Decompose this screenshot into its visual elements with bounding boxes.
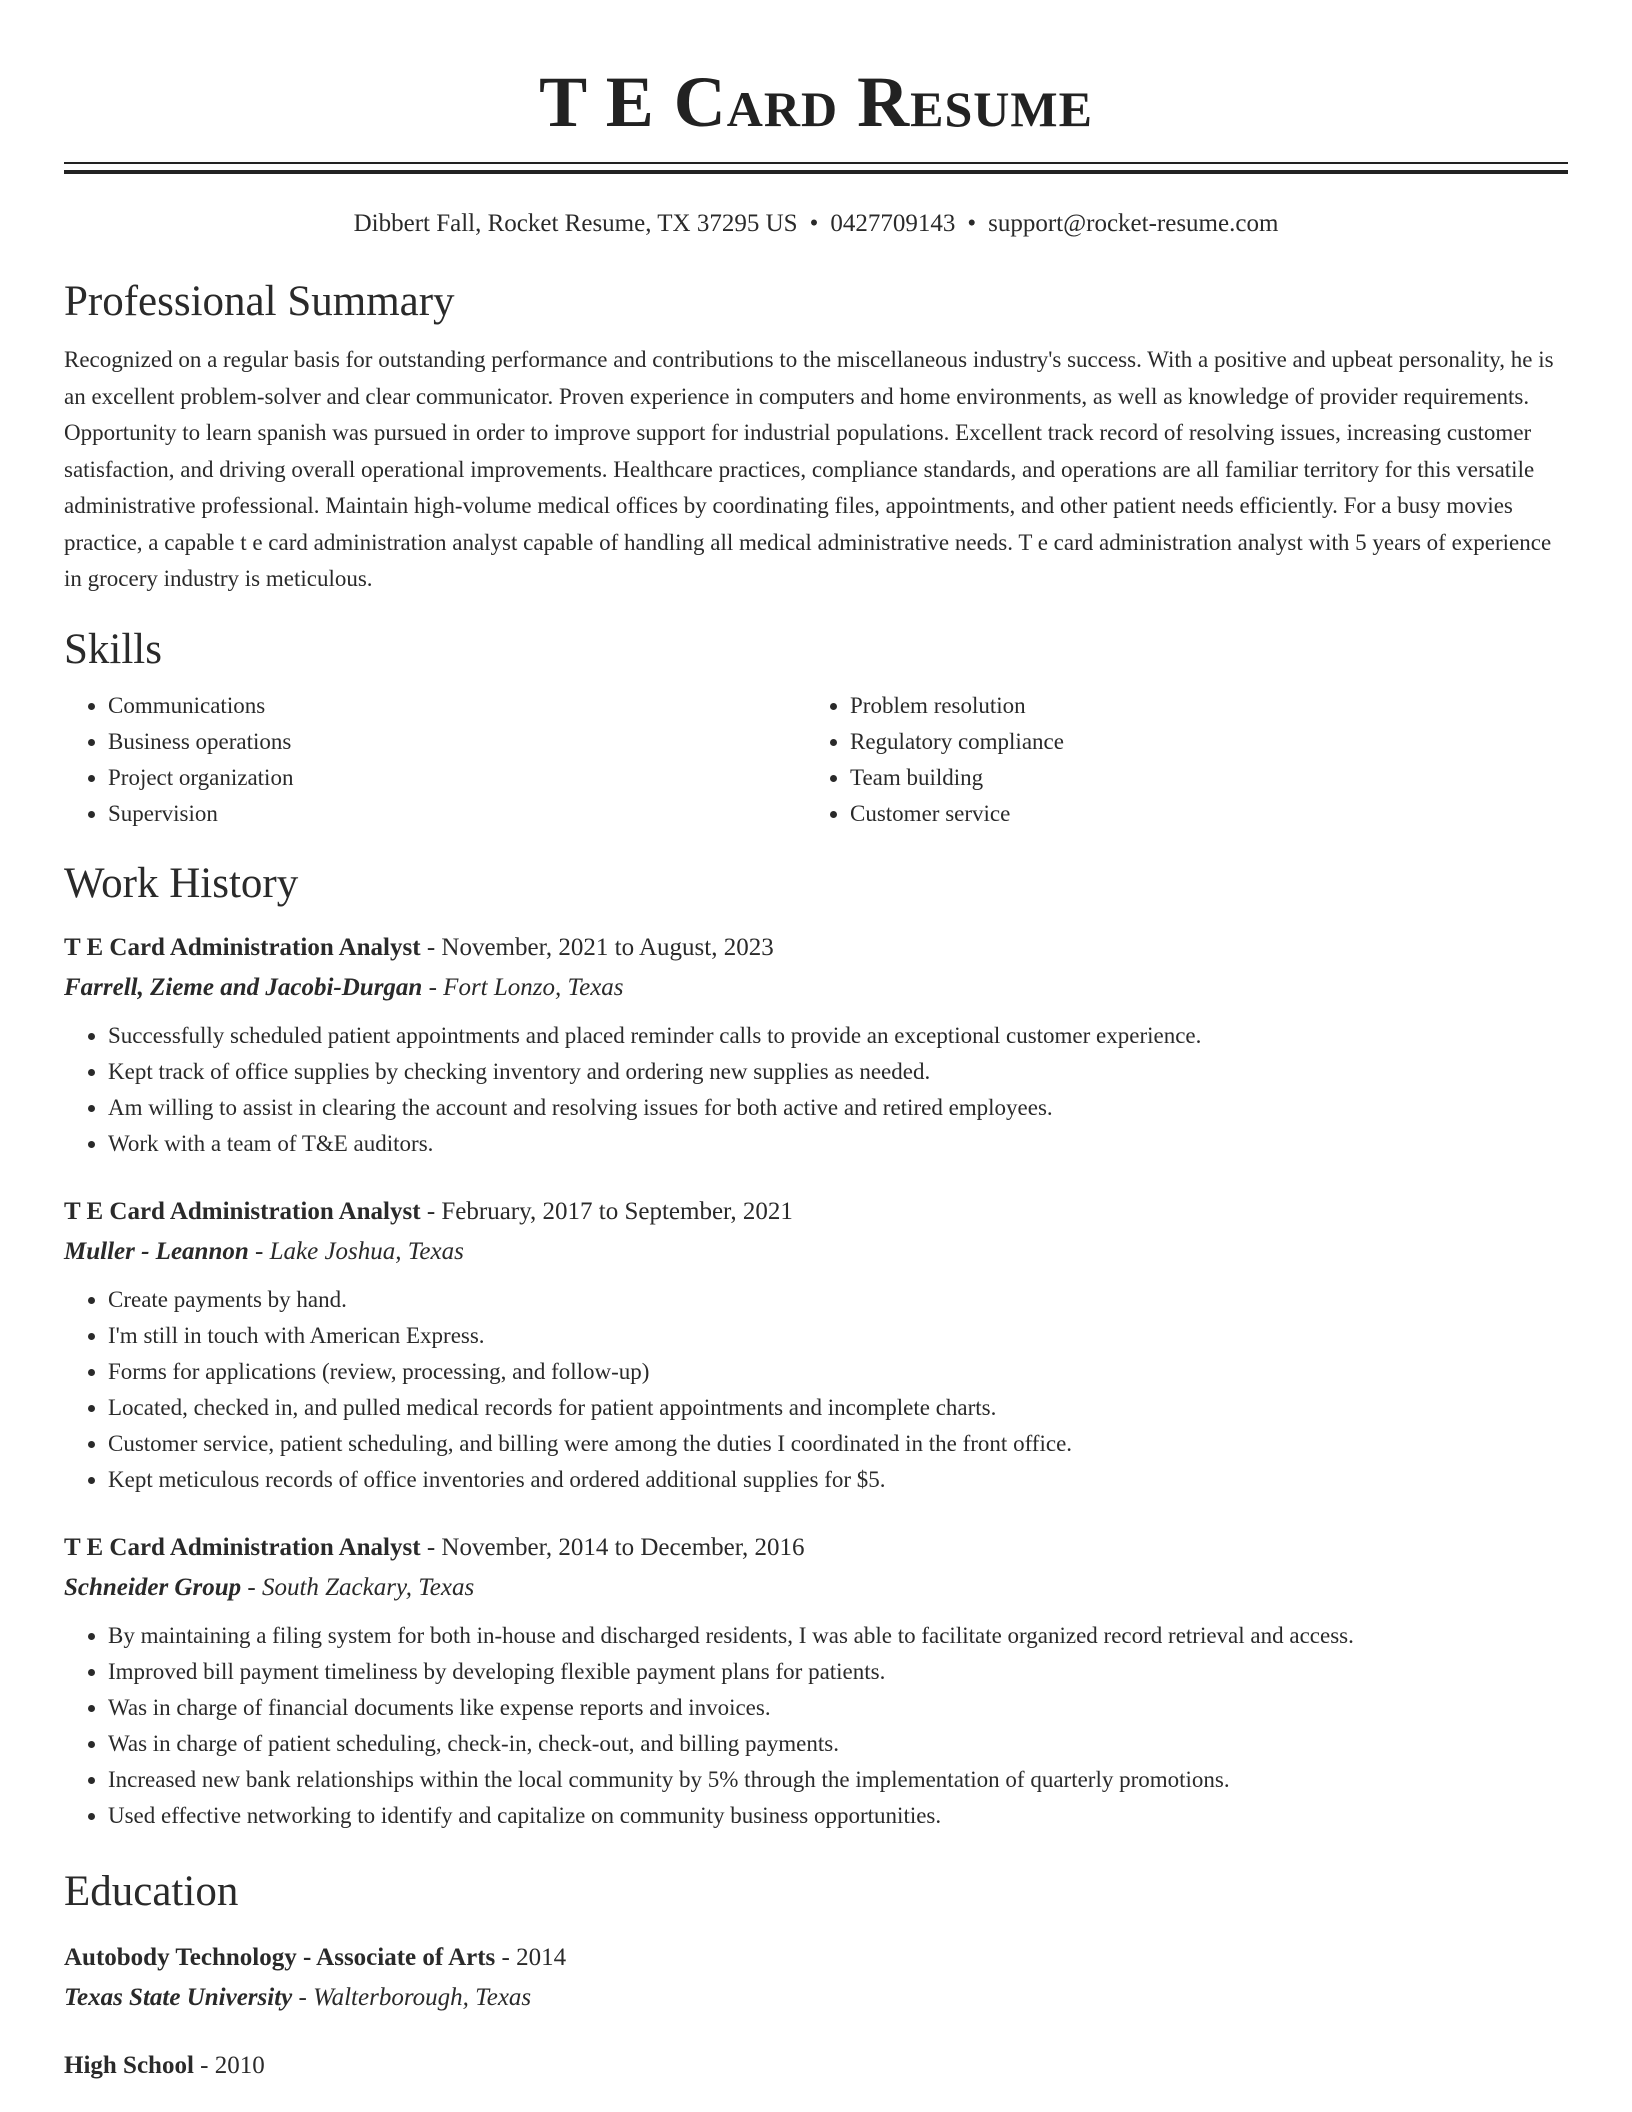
resume-page [64,0,1568,2086]
education-heading: Education [64,1867,239,1915]
job-location: Lake Joshua, Texas [269,1237,464,1265]
education-dash: - [495,1943,517,1971]
skills-heading: Skills [64,625,162,673]
contact-phone: 0427709143 [830,210,956,237]
skills-list [64,688,1568,832]
job-duty: • Kept meticulous records of office inventories and ordered additional supplies for $5. [108,1462,1568,1498]
job-employer [64,1568,1568,1608]
skill-item: • Team building [850,760,1548,796]
education-header [64,2046,1568,2086]
job-company: Schneider Group [64,1573,242,1601]
job-duty: • Improved bill payment timeliness by developing flexible payment plans for patients. [108,1654,1568,1690]
job-dates: November, 2014 to December, 2016 [441,1533,805,1561]
job-duties [64,1018,1568,1162]
education-year: 2010 [214,2051,265,2079]
education-degree: High School [64,2051,194,2079]
job-duty: • Am willing to assist in clearing the account and resolving issues for both active and retired employees. [108,1090,1568,1126]
job-dates: November, 2021 to August, 2023 [441,933,774,961]
job-duty: • Located, checked in, and pulled medical records for patient appointments and incomplete charts. [108,1390,1568,1426]
job-dash: - [420,1533,442,1561]
summary-heading: Professional Summary [64,278,455,325]
job-duties [64,1618,1568,1834]
education-entry [64,2046,1568,2086]
skill-item: • Regulatory compliance [850,724,1548,760]
skills-column-right [806,688,1548,832]
contact-address: Dibbert Fall, Rocket Resume, TX 37295 US [353,210,798,237]
job-duty: • Was in charge of patient scheduling, check-in, check-out, and billing payments. [108,1726,1568,1762]
job-duty: • Forms for applications (review, processing, and follow-up) [108,1354,1568,1390]
job-duty: • Successfully scheduled patient appointments and placed reminder calls to provide an exceptional customer experience. [108,1018,1568,1054]
summary-text: Recognized on a regular basis for outstanding performance and contributions to the miscellaneous industry's success. With a positive and upbeat personality, he is an excellent problem-solver and clear communicator. Proven experience in computers and home environments, as well as knowledge of provider requirements. Opportunity to learn spanish was pursued in order to improve support for industrial populations. Excellent track record of resolving issues, increasing customer satisfaction, and driving overall operational improvements. Healthcare practices, compliance standards, and operations are all familiar territory for this versatile administrative professional. Maintain high-volume medical offices by coordinating files, appointments, and other patient needs efficiently. For a busy movies practice, a capable t e card administration analyst capable of handling all medical administrative needs. T e card administration analyst with 5 years of experience in grocery industry is meticulous. [64,347,1554,591]
job-header [64,928,1568,968]
job-duty: • By maintaining a filing system for both in-house and discharged residents, I was able to facilitate organized record retrieval and access. [108,1618,1568,1654]
skill-item: • Business operations [108,724,806,760]
contact-line [64,208,1568,240]
job-header [64,1192,1568,1232]
job-header [64,1528,1568,1568]
job-duties [64,1282,1568,1498]
job-company: Muller - Leannon [64,1237,249,1265]
job-dates: February, 2017 to September, 2021 [441,1197,793,1225]
job-employer [64,1232,1568,1272]
job-location: Fort Lonzo, Texas [443,973,624,1001]
job-dash: - [420,933,442,961]
education-degree: Autobody Technology - Associate of Arts [64,1943,496,1971]
education-school: Texas State University [64,1983,293,2011]
job-duty: • Work with a team of T&E auditors. [108,1126,1568,1162]
title-rule-thick [64,170,1568,174]
title-rule-thin [64,162,1568,164]
job-duty: • Used effective networking to identify and capitalize on community business opportunities. [108,1798,1568,1834]
contact-separator: • [809,210,819,237]
contact-separator: • [967,210,977,237]
job-entry [64,928,1568,1162]
job-title: T E Card Administration Analyst [64,933,421,961]
job-company: Farrell, Zieme and Jacobi-Durgan [64,973,423,1001]
skills-column-left [64,688,806,832]
education-school-line [64,1978,1568,2018]
skill-item: • Customer service [850,796,1548,832]
job-duty: • Kept track of office supplies by checking inventory and ordering new supplies as needed. [108,1054,1568,1090]
education-header [64,1938,1568,1978]
education-dash: - [292,1983,314,2011]
skill-item: • Project organization [108,760,806,796]
job-dash: - [422,973,444,1001]
job-dash: - [248,1237,270,1265]
job-entry [64,1528,1568,1834]
education-year: 2014 [516,1943,567,1971]
skill-item: • Communications [108,688,806,724]
work-history-heading: Work History [64,859,299,907]
job-location: South Zackary, Texas [261,1573,475,1601]
job-duty: • Increased new bank relationships within the local community by 5% through the implementation of quarterly promotions. [108,1762,1568,1798]
job-duty: • Customer service, patient scheduling, and billing were among the duties I coordinated in the front office. [108,1426,1568,1462]
education-location: Walterborough, Texas [313,1983,532,2011]
skill-item: • Supervision [108,796,806,832]
job-duty: • I'm still in touch with American Express. [108,1318,1568,1354]
job-duty: • Was in charge of financial documents like expense reports and invoices. [108,1690,1568,1726]
job-employer [64,968,1568,1008]
job-entry [64,1192,1568,1498]
job-title: T E Card Administration Analyst [64,1533,421,1561]
job-title: T E Card Administration Analyst [64,1197,421,1225]
resume-title: T E Card Resume [539,62,1093,142]
education-dash: - [193,2051,215,2079]
job-dash: - [420,1197,442,1225]
job-duty: • Create payments by hand. [108,1282,1568,1318]
skill-item: • Problem resolution [850,688,1548,724]
job-dash: - [241,1573,262,1601]
contact-email: support@rocket-resume.com [988,210,1279,237]
education-entry [64,1938,1568,2018]
